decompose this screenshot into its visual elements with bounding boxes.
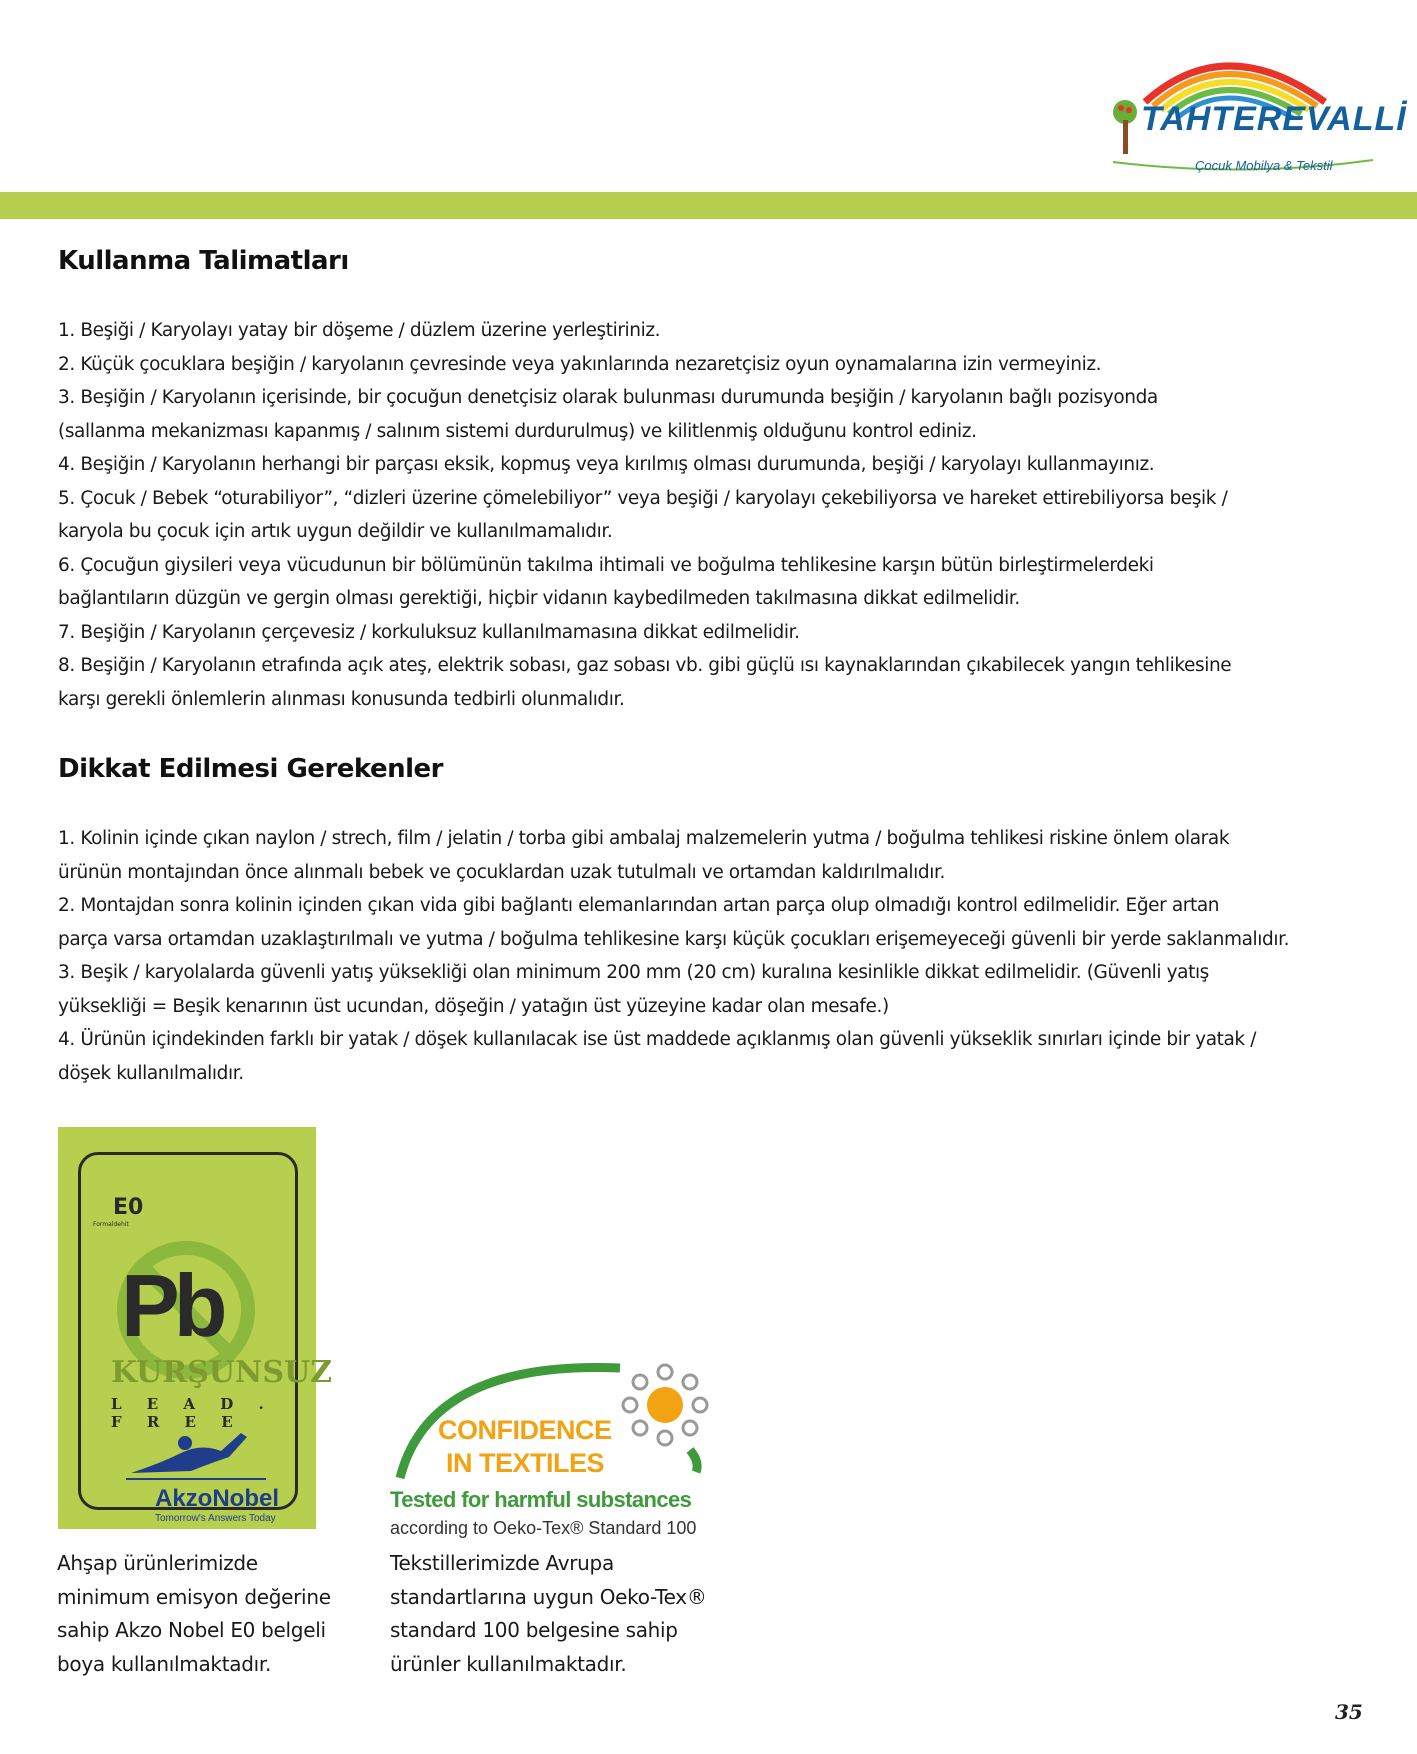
- list-item: ürünün montajından önce alınmalı bebek ve çocuklardan uzak tutulmalı ve ortamdan kaldırılmalıdır.: [58, 861, 945, 883]
- caption-textiles: [390, 1547, 707, 1681]
- oeko-tested-text: Tested for harmful substances: [390, 1487, 692, 1512]
- brand-logo: [1105, 50, 1407, 180]
- list-item: (sallanma mekanizması kapanmış / salınım sistemi durdurulmuş) ve kilitlenmiş olduğunu kontrol ediniz.: [58, 420, 977, 442]
- header-accent-bar: [0, 192, 1417, 219]
- list-item: yüksekliği = Beşik kenarının üst ucundan, döşeğin / yatağın üst yüzeyine kadar olan mesafe.): [58, 995, 889, 1017]
- section-title-usage: Kullanma Talimatları: [58, 246, 349, 276]
- caption-line: Tekstillerimizde Avrupa: [390, 1551, 614, 1575]
- list-item: 4. Ürünün içindekinden farklı bir yatak / döşek kullanılacak ise üst maddede açıklanmış olan güvenli yükseklik sınırları içinde bir yatak /: [58, 1029, 1257, 1050]
- list-item: 2. Montajdan sonra kolinin içinden çıkan vida gibi bağlantı elemanlarından artan parça olup olmadığı kontrol edilmelidir. Eğer artan: [58, 895, 1220, 916]
- list-item: döşek kullanılmalıdır.: [58, 1062, 244, 1084]
- badge-frame: [78, 1152, 333, 1524]
- caption-line: standartlarına uygun Oeko-Tex®: [390, 1584, 707, 1609]
- oeko-title-line2: IN TEXTILES: [446, 1448, 605, 1478]
- usage-instructions-list: [58, 314, 1358, 716]
- caption-wood-products: [57, 1547, 357, 1681]
- akzonobel-figure-icon: [121, 1423, 271, 1483]
- akzonobel-logo: AkzoNobel: [155, 1485, 280, 1512]
- list-item: 4. Beşiğin / Karyolanın herhangi bir parçası eksik, kopmuş veya kırılmış olması durumunda, beşiği / karyolayı kullanmayınız.: [58, 454, 1155, 475]
- lead-free-subtitle: L E A D . F R E E: [111, 1395, 274, 1431]
- e0-sublabel: Formaldehit: [93, 1221, 129, 1228]
- list-item: 2. Küçük çocuklara beşiğin / karyolanın çevresinde veya yakınlarında nezaretçisiz oyun oynamalarına izin vermeyiniz.: [58, 353, 1102, 375]
- brand-name: TAHTEREVALLİ: [1141, 100, 1407, 138]
- brand-tagline: Çocuk Mobilya & Tekstil: [1195, 158, 1333, 173]
- list-item: karyola bu çocuk için artık uygun değildir ve kullanılmamalıdır.: [58, 521, 613, 542]
- list-item: 6. Çocuğun giysileri veya vücudunun bir bölümünün takılma ihtimali ve boğulma tehlikesine karşın bütün birleştirmelerdeki: [58, 554, 1154, 576]
- list-item: 5. Çocuk / Bebek “oturabiliyor”, “dizleri üzerine çömelebiliyor” veya beşiği / karyolayı çekebiliyorsa ve hareket ettirebiliyorsa beşik /: [58, 487, 1228, 509]
- list-item: 3. Beşiğin / Karyolanın içerisinde, bir çocuğun denetçisiz olarak bulunması durumunda beşiğin / karyolanın bağlı pozisyonda: [58, 387, 1158, 408]
- list-item: 7. Beşiğin / Karyolanın çerçevesiz / korkuluksuz kullanılmamasına dikkat edilmelidir.: [58, 621, 800, 643]
- caption-line: minimum emisyon değerine: [57, 1584, 331, 1609]
- caption-line: sahip Akzo Nobel E0 belgeli: [57, 1618, 326, 1642]
- precautions-list: [58, 822, 1358, 1090]
- caption-line: standard 100 belgesine sahip: [390, 1618, 678, 1642]
- caption-line: boya kullanılmaktadır.: [57, 1651, 271, 1676]
- caption-line: ürünler kullanılmaktadır.: [390, 1651, 627, 1676]
- list-item: 1. Kolinin içinde çıkan naylon / strech, film / jelatin / torba gibi ambalaj malzemelerin yutma / boğulma tehlikesi riskine önlem olarak: [58, 828, 1230, 849]
- section-title-precautions: Dikkat Edilmesi Gerekenler: [58, 754, 443, 784]
- akzonobel-tagline: Tomorrow's Answers Today: [155, 1513, 276, 1524]
- page-number: 35: [1335, 1700, 1363, 1724]
- list-item: 3. Beşik / karyolalarda güvenli yatış yüksekliği olan minimum 200 mm (20 cm) kuralına kesinlikle dikkat edilmelidir. (Güvenli yatış: [58, 962, 1209, 983]
- list-item: parça varsa ortamdan uzaklaştırılmalı ve yutma / boğulma tehlikesine karşı küçük çocukları erişemeyeceği güvenli bir yerde saklanmalıdır.: [58, 928, 1290, 950]
- pb-symbol: Pb: [121, 1256, 222, 1355]
- e0-label: E0: [113, 1195, 144, 1220]
- oeko-standard-text: according to Oeko-Tex® Standard 100: [390, 1518, 697, 1538]
- list-item: bağlantıların düzgün ve gergin olması gerektiği, hiçbir vidanın kaybedilmeden takılmasına dikkat edilmelidir.: [58, 588, 1020, 609]
- list-item: 8. Beşiğin / Karyolanın etrafında açık ateş, elektrik sobası, gaz sobası vb. gibi güçlü ısı kaynaklarından çıkabilecek yangın tehlikesine: [58, 655, 1232, 676]
- lead-free-badge: [58, 1127, 333, 1529]
- list-item: karşı gerekli önlemlerin alınması konusunda tedbirli olunmalıdır.: [58, 688, 625, 710]
- oeko-title-line1: CONFIDENCE: [438, 1415, 612, 1445]
- oeko-tex-badge: [390, 1350, 720, 1540]
- caption-line: Ahşap ürünlerimizde: [57, 1551, 258, 1575]
- lead-free-title: KURŞUNSUZ: [111, 1355, 333, 1390]
- list-item: 1. Beşiği / Karyolayı yatay bir döşeme / düzlem üzerine yerleştiriniz.: [58, 320, 661, 341]
